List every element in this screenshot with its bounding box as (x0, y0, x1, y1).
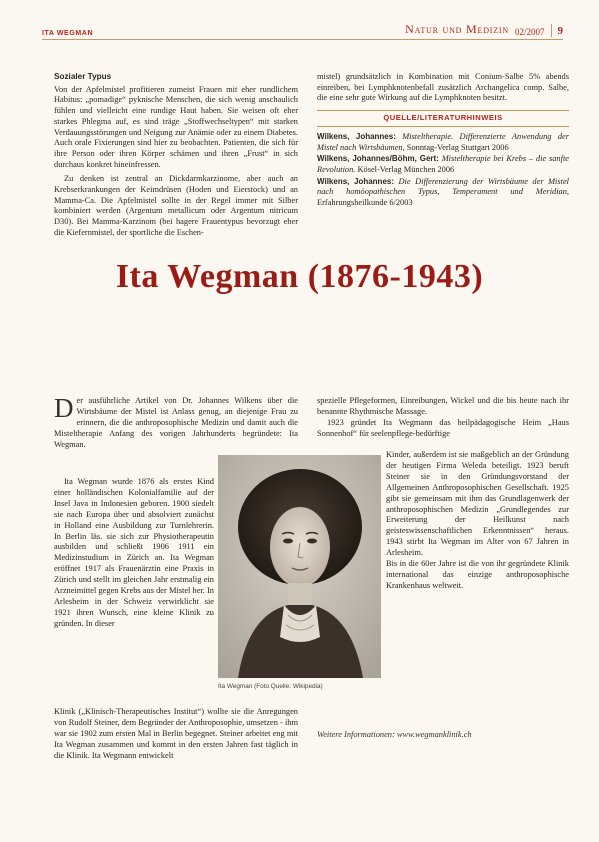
reference-item (317, 154, 569, 175)
top-right-column (317, 72, 569, 210)
header-divider (551, 24, 552, 37)
page-number: 9 (557, 25, 563, 37)
article-title: Ita Wegman (1876-1943) (115, 258, 484, 295)
ref-author: Wilkens, Johannes: (317, 131, 396, 141)
photo-caption: Ita Wegman (Foto Quelle: Wikipedia) (218, 683, 323, 690)
paragraph: spezielle Pflegeformen, Einreibungen, Wickel und die bis heute nach ihr benannte Rhythmische Massage. (317, 396, 569, 416)
portrait-image (218, 455, 381, 678)
article-right-top (317, 396, 569, 440)
paragraph: Bis in die 60er Jahre ist die von ihr gegründete Klinik international das einzige anthroposophische Krankenhaus weltweit. (386, 559, 569, 590)
article-left-bottom (54, 707, 298, 762)
article-left-narrow (54, 477, 214, 630)
header-section-label: ITA WEGMAN (42, 30, 94, 37)
header-right (405, 22, 563, 39)
ref-author: Wilkens, Johannes: (317, 176, 395, 186)
page-header (42, 24, 563, 40)
paragraph: Von der Apfelmistel profitieren zumeist Frauen mit eher rundlichem Habitus: „pomadige“ pyknische Menschen, die sich wenig anschaulich fühlen und vielleicht eine rundige Haut haben. Sie weisen oft eher starkes Phlegma auf, es sind träge „Stoffwechseltypen“ mit starken Verdauungsstörungen und Neigung zur Anämie oder zu einem Diabetes. Auch orale Fixierungen sind hier zu beobachten. Patienten, die sich für ihre Person oder ihren Körper schämen und ihren „Frust“ in sich durchaus konkret hineinfressen. (54, 84, 298, 169)
web-info: Weitere Informationen: www.wegmanklinik.ch (317, 730, 472, 739)
magazine-title: Natur und Medizin (405, 22, 509, 36)
reference-item (317, 177, 569, 209)
ref-publisher: Sonntag-Verlag Stuttgart 2006 (406, 142, 509, 152)
paragraph: mistel) grundsätzlich in Kombination mit Conium-Salbe 5% abends einreiben, bei Lymphknotenbefall zusätzlich Archangelica comp. Salbe, die eine sehr gute Wirkung auf die Lymphknoten besitzt. (317, 72, 569, 103)
intro-paragraph (54, 393, 298, 451)
issue-number: 02/2007 (514, 27, 545, 37)
reference-item (317, 132, 569, 153)
ref-author: Wilkens, Johannes/Böhm, Gert: (317, 154, 439, 164)
top-left-column (54, 72, 298, 239)
portrait-figure (218, 455, 381, 696)
paragraph: 1923 gründet Ita Wegmann das heilpädagogische Heim „Haus Sonnenhof“ für seelenpflege-bedürftige (317, 417, 569, 438)
drop-cap: D (54, 393, 74, 423)
paragraph: Kinder, außerdem ist sie maßgeblich an der Gründung der heutigen Firma Weleda beteiligt. 1923 beruft Steiner sie in den Gründungsvorstand der Allgemeinen Anthroposophischen Gesellschaft. 1925 gibt sie gemeinsam mit ihm das Grundlagenwerk der anthroposophischen Medizin „Grundlegendes zur Erweiterung der Heilkunst nach geisteswissenschaftlichen Erkenntnissen“ heraus. 1943 stirbt Ita Wegman im Alter von 67 Jahren in Arlesheim. (386, 450, 569, 558)
ref-title: Misteltherapie bei Krebs – die sanfte Revolution. (317, 154, 569, 174)
section-subhead: Sozialer Typus (54, 72, 112, 81)
paragraph: Ita Wegman wurde 1876 als erstes Kind einer holländischen Kolonialfamilie auf der Insel Java in Indonesien geboren. 1900 siedelt sie nach Europa über und absolviert zunächst in Holland eine Ausbildung zur Turnlehrerin. In Berlin läs. sie sich zur Physiotherapeutin ausbilden und schließt 1906 1911 ein Medizinstudium in Zürich an. Ita Wegman eröffnet 1917 als Frauenärztin eine Praxis in Zürich und stellt im gleichen Jahr erstmalig ein Arzneimittel gegen Krebs aus der Mistel her. In Arlesheim in der Schweiz verwirklicht sie 1921 ihren Wunsch, eine kleine Klinik zu gründen. In dieser (54, 477, 214, 628)
ref-title: Die Differenzierung der Wirtsbäume der Mistel nach homöopathischen Typus, Temperament und Meridian, (317, 176, 570, 197)
paragraph: Klinik („Klinisch-Therapeutisches Institut“) wollte sie die Anregungen von Rudolf Steiner, dem Begründer der Anthroposophie, umsetzen - ihm war sie 1902 zum ersten Mal in Berlin begegnet. Steiner arbeitet eng mit Ita Wegman zusammen und kommt in den ersten Jahren fast täglich in die Klinik. Ita Wegmann entwickelt (54, 707, 298, 760)
ref-publisher: Erfahrungsheilkunde 6/2003 (317, 198, 413, 208)
article-right-narrow (386, 450, 569, 592)
ref-title: Misteltherapie. Differenzierte Anwendung der Mistel nach Wirtsbäumen, (317, 131, 569, 152)
portrait-photo (218, 455, 381, 678)
article-intro (54, 393, 298, 451)
ref-publisher: Kösel-Verlag München 2006 (357, 164, 455, 174)
paragraph: Zu denken ist zentral an Dickdarmkarzinome, aber auch an Krebserkrankungen der Keimdrüsen (Hoden und Eierstock) und an Mamma-Ca. Die Apfelmistel sollte in der Regel immer mit Silber kombiniert werden (Argentum metallicum oder Argentum nitricum D30). Bei Mamma-Karzinom (bei hagere Frauentypus bevorzugt eher die Kiefernmistel, der sportliche die Eschen- (54, 174, 298, 237)
references-heading: QUELLE/LITERATURHINWEIS (317, 110, 569, 127)
intro-text: er ausführliche Artikel von Dr. Johannes Wilkens über die Wirtsbäume der Mistel ist Anlass genug, an diejenige Frau zu erinnern, die die anthroposophische Medizin und damit auch die Misteltherapie Anfang des vorigen Jahrhunderts begründete: Ita Wegman. (54, 396, 298, 449)
